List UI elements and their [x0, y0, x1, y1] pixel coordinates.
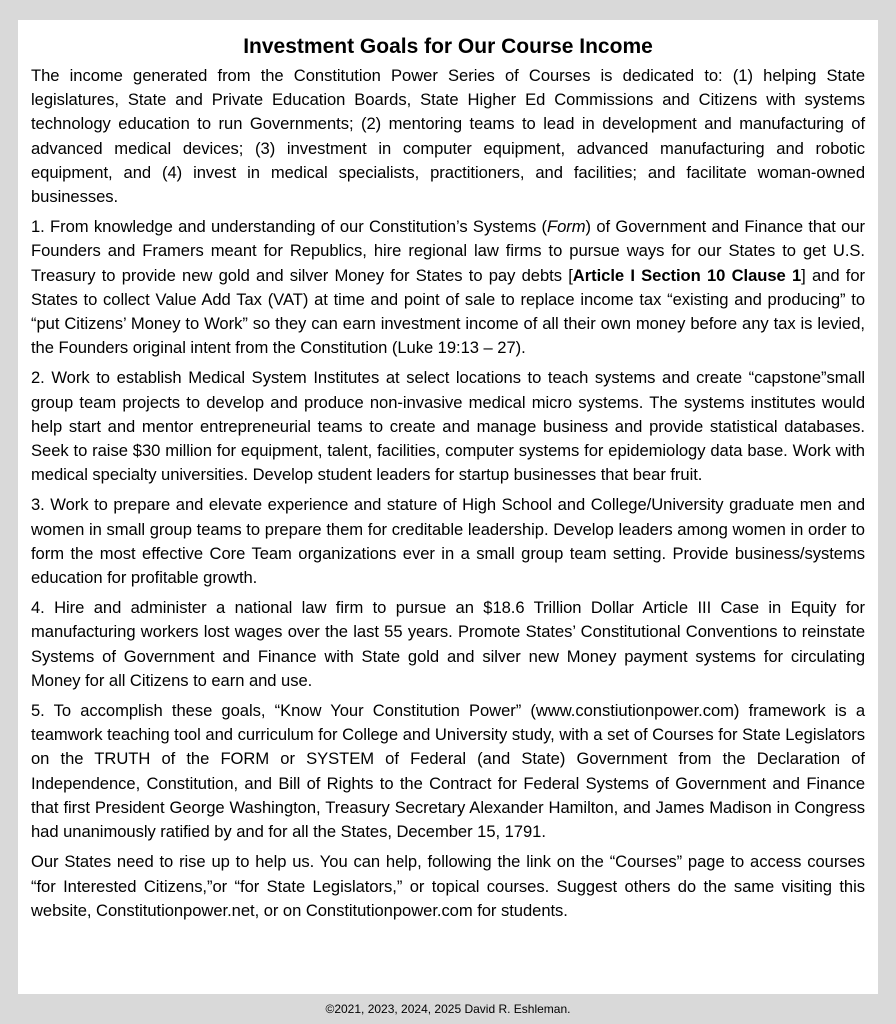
goal-1-text-a: 1. From knowledge and understanding of our Constitution’s Systems (: [31, 217, 548, 237]
goal-4-paragraph: 4. Hire and administer a national law firm to pursue an $18.6 Trillion Dollar Article III Case in Equity for manufacturing workers lost wages over the last 55 years. Promote States’ Constitutional Conventions to reinstate Systems of Government and Finance with State gold and silver new Money payment systems for circulating Money for all Citizens to earn and use.: [31, 598, 865, 690]
copyright-footer: ©2021, 2023, 2024, 2025 David R. Eshleman.: [325, 1002, 571, 1016]
goal-3-paragraph: 3. Work to prepare and elevate experience and stature of High School and College/University graduate men and women in small group teams to prepare them for creditable leadership. Develop leaders among women in order to form the most effective Core Team organizations ever in a small group team setting. Provide business/systems education for profitable growth.: [31, 495, 865, 588]
document-panel: [18, 20, 878, 994]
closing-paragraph: Our States need to rise up to help us. You can help, following the link on the “Courses” page to access courses “for Interested Citizens,”or “for State Legislators,” or topical courses. Suggest others do the same visiting this website, Constitutionpower.net, or on Constitutionpower.com for students.: [31, 852, 865, 920]
intro-paragraph: The income generated from the Constitution Power Series of Courses is dedicated to: (1) helping State legislatures, State and Private Education Boards, State Higher Ed Commissions and Citizens with systems technology education to run Governments; (2) mentoring teams to lead in development and manufacturing of advanced medical devices; (3) investment in computer equipment, advanced manufacturing and robotic equipment, and (4) invest in medical specialists, practitioners, and facilities; and facilitate woman-owned businesses.: [31, 66, 865, 207]
goal-5-paragraph: 5. To accomplish these goals, “Know Your Constitution Power” (www.constiutionpower.com) framework is a teamwork teaching tool and curriculum for College and University study, with a set of Courses for State Legislators on the TRUTH of the FORM or SYSTEM of Federal (and State) Government from the Declaration of Independence, Constitution, and Bill of Rights to the Contract for Federal Systems of Government and Finance that first President George Washington, Treasury Secretary Alexander Hamilton, and James Madison in Congress had unanimously ratified by and for all the States, December 15, 1791.: [31, 701, 865, 842]
goal-2-paragraph: 2. Work to establish Medical System Institutes at select locations to teach systems and create “capstone”small group team projects to develop and produce non-invasive medical micro systems. The systems institutes would help start and mentor entrepreneurial teams to create and manage business and provide statistical databases. Seek to raise $30 million for equipment, talent, facilities, computer systems for epidemiology data base. Work with medical specialty universities. Develop student leaders for startup businesses that bear fruit.: [31, 368, 865, 485]
document-title: Investment Goals for Our Course Income: [243, 35, 653, 58]
goal-1-text-b: ) of Government and Finance that our Founders and Framers meant for Republics, hire regional law firms to pursue ways for our States to get U.S. Treasury to provide new gold and silver Money for States to pay debts [: [31, 217, 865, 285]
goal-1-paragraph: [31, 215, 865, 360]
article-reference: Article I Section 10 Clause 1: [572, 265, 802, 285]
goal-1-text-c: ] and for States to collect Value Add Tax (VAT) at time and point of sale to replace income tax “existing and producing” to “put Citizens’ Money to Work” so they can earn investment income of all their own money before any tax is levied, the Founders original intent from the Constitution (Luke 19:13 – 27).: [31, 265, 865, 358]
form-emphasis: Form: [547, 217, 586, 237]
